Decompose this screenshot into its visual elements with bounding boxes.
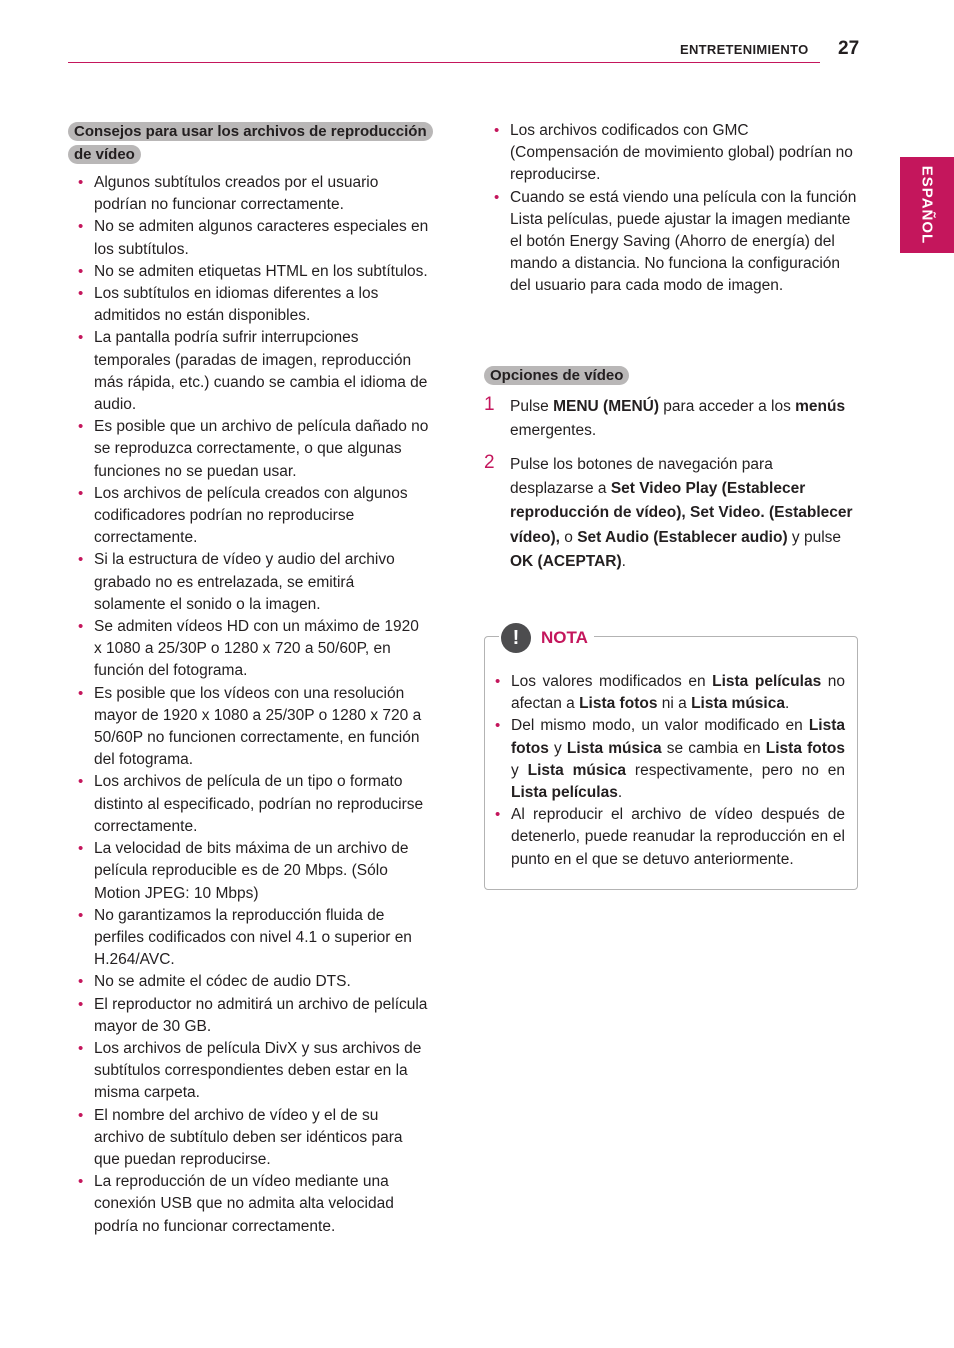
note-text: Del mismo modo, un valor modificado en	[511, 717, 809, 735]
video-options-heading: Opciones de vídeo	[484, 366, 629, 385]
list-item	[485, 671, 845, 715]
step-text: o	[559, 528, 578, 546]
step-number: 2	[484, 452, 495, 474]
note-body	[485, 671, 845, 871]
section-heading	[484, 364, 860, 387]
list-item: • Los archivos de película de un tipo o formato distinto al especificado, podrían no reproducirse correctamente.	[68, 771, 430, 838]
note-list	[485, 671, 845, 871]
note-text: y	[511, 761, 528, 779]
note-term: Lista películas	[712, 673, 822, 691]
list-item: • Los archivos de película creados con algunos codificadores podrían no reproducirse correctamente.	[68, 483, 430, 550]
step-text: .	[621, 552, 626, 570]
note-term: Lista música	[691, 695, 785, 713]
note-text: ni a	[657, 695, 692, 713]
note-text: y	[548, 739, 567, 757]
list-item: • La velocidad de bits máxima de un archivo de película reproducible es de 20 Mbps. (Sólo Motion JPEG: 10 Mbps)	[68, 838, 430, 905]
menus-term: menús	[795, 397, 846, 415]
step-item	[484, 395, 860, 443]
list-item: • Si la estructura de vídeo y audio del archivo grabado no es entrelazada, se emitirá solamente el sonido o la imagen.	[68, 549, 430, 616]
section-heading	[68, 120, 430, 166]
left-column	[68, 120, 430, 1238]
list-item: • Los archivos codificados con GMC (Compensación de movimiento global) podrían no reproducirse.	[484, 120, 860, 187]
list-item: • Se admiten vídeos HD con un máximo de 1920 x 1080 a 25/30P o 1280 x 720 a 50/60P, en función del fotograma.	[68, 616, 430, 683]
note-term: Lista fotos	[511, 717, 845, 757]
note-text: no afectan a	[511, 673, 845, 713]
menu-option: Set Video Play (Establecer reproducción de vídeo), Set Video. (Establecer vídeo),	[510, 480, 853, 546]
note-box	[484, 626, 858, 890]
gmc-list	[484, 120, 860, 298]
list-item: • Es posible que los vídeos con una resolución mayor de 1920 x 1080 a 25/30P o 1280 x 720 a 50/60P no funcionen correctamente, en función del fotograma.	[68, 683, 430, 772]
right-column	[484, 120, 860, 890]
section-title: ENTRETENIMIENTO	[680, 42, 809, 57]
step-text: emergentes.	[510, 421, 597, 439]
note-text: .	[617, 784, 623, 802]
tips-list	[68, 172, 430, 1238]
page-number: 27	[838, 38, 860, 59]
tips-heading: Consejos para usar los archivos de reproducción de vídeo	[68, 122, 433, 164]
list-item: • No se admiten algunos caracteres especiales en los subtítulos.	[68, 216, 430, 260]
step-text: y pulse	[787, 528, 842, 546]
note-term: Lista música	[527, 761, 627, 779]
list-item: • No garantizamos la reproducción fluida de perfiles codificados con nivel 4.1 o superior en H.264/AVC.	[68, 905, 430, 972]
note-title: NOTA	[541, 628, 588, 648]
note-header	[499, 623, 594, 653]
list-item	[485, 715, 845, 804]
list-item: • Algunos subtítulos creados por el usuario podrían no funcionar correctamente.	[68, 172, 430, 216]
step-item	[484, 453, 860, 574]
steps-list	[484, 395, 860, 574]
header-rule	[68, 62, 820, 63]
list-item: • El nombre del archivo de vídeo y el de su archivo de subtítulo deben ser idénticos para que puedan reproducirse.	[68, 1105, 430, 1172]
note-text: respectivamente, pero no en	[626, 761, 845, 779]
note-term: Lista fotos	[579, 695, 658, 713]
step-text: Pulse	[510, 397, 554, 415]
step-number: 1	[484, 393, 495, 415]
menu-option: Set Audio (Establecer audio)	[577, 528, 788, 546]
list-item: • La pantalla podría sufrir interrupciones temporales (paradas de imagen, reproducción más rápida, etc.) cuando se cambia el idioma de audio.	[68, 327, 430, 416]
menu-key: MENU (MENÚ)	[553, 397, 659, 415]
note-text: se cambia en	[661, 739, 766, 757]
list-item: • No se admiten etiquetas HTML en los subtítulos.	[68, 261, 430, 283]
list-item: • El reproductor no admitirá un archivo de película mayor de 30 GB.	[68, 994, 430, 1038]
language-tab-label: ESPAÑOL	[918, 165, 936, 245]
note-term: Lista música	[566, 739, 662, 757]
list-item: • Los archivos de película DivX y sus archivos de subtítulos correspondientes deben estar en la misma carpeta.	[68, 1038, 430, 1105]
list-item: • Cuando se está viendo una película con la función Lista películas, puede ajustar la imagen mediante el botón Energy Saving (Ahorro de energía) del mando a distancia. No funciona la configuración del usuario para cada modo de imagen.	[484, 187, 860, 298]
list-item: • Los subtítulos en idiomas diferentes a los admitidos no están disponibles.	[68, 283, 430, 327]
note-text: .	[784, 695, 790, 713]
list-item: • La reproducción de un vídeo mediante una conexión USB que no admita alta velocidad podría no funcionar correctamente.	[68, 1171, 430, 1238]
exclamation-icon: !	[501, 623, 531, 653]
ok-key: OK (ACEPTAR)	[510, 552, 622, 570]
note-term: Lista fotos	[765, 739, 845, 757]
list-item: • No se admite el códec de audio DTS.	[68, 971, 430, 993]
language-tab	[900, 157, 954, 253]
step-text: para acceder a los	[659, 397, 796, 415]
note-text: Los valores modificados en	[511, 673, 713, 691]
list-item: • Es posible que un archivo de película dañado no se reproduzca correctamente, o que algunas funciones no se puedan usar.	[68, 416, 430, 483]
step-text: Pulse los botones de navegación para desplazarse a	[510, 456, 773, 498]
note-term: Lista películas	[511, 784, 618, 802]
note-text: Al reproducir el archivo de vídeo después de detenerlo, puede reanudar la reproducción en el punto en el que se detuvo anteriormente.	[511, 806, 845, 868]
list-item	[485, 804, 845, 871]
